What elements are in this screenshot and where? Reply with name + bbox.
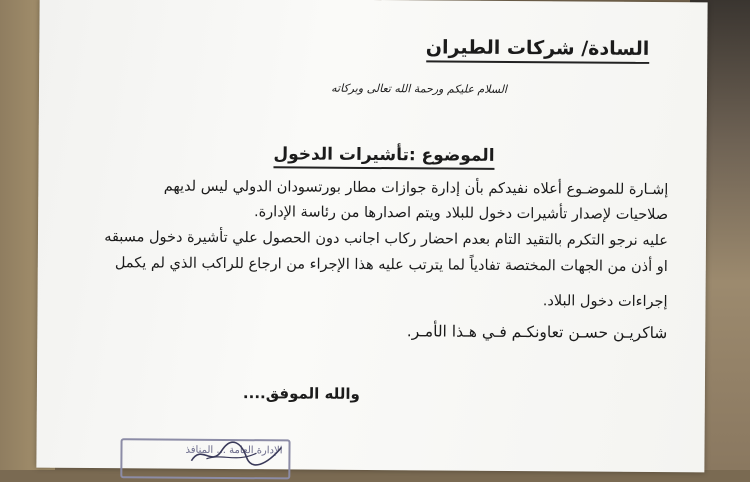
addressee-heading: السادة/ شركات الطيران <box>426 36 650 64</box>
body-line-4: او أذن من الجهات المختصة تفادياً لما يترتب عليه هذا الإجراء من ارجاع للراكب الذي لم يكمل <box>114 255 668 276</box>
subject-heading: الموضوع :تأشيرات الدخول <box>273 144 494 170</box>
stamp-text: الإدارة العامة ... المنافذ <box>185 444 283 457</box>
closing-line: شاكريـن حسـن تعاونكـم فـي هـذا الأمـر. <box>406 322 668 343</box>
body-line-5: إجراءات دخول البلاد. <box>542 293 668 311</box>
body-line-3: عليه نرجو التكرم بالتقيد التام بعدم احضار ركاب اجانب دون الحصول علي تأشيرة دخول مسبقه <box>104 229 669 250</box>
signoff-line: والله الموفق.... <box>242 384 360 403</box>
body-line-1: إشـارة للموضـوع أعلاه نفيدكم بأن إدارة جوازات مطار بورتسودان الدولي ليس لديهم <box>163 178 669 199</box>
handwritten-signature <box>186 439 286 470</box>
greeting-line: السلام عليكم ورحمة الله تعالى وبركاته <box>331 81 508 96</box>
body-line-2: صلاحيات لإصدار تأشيرات دخول للبلاد ويتم اصدارها من رئاسة الإدارة. <box>253 204 669 224</box>
letter-sheet <box>36 0 707 472</box>
